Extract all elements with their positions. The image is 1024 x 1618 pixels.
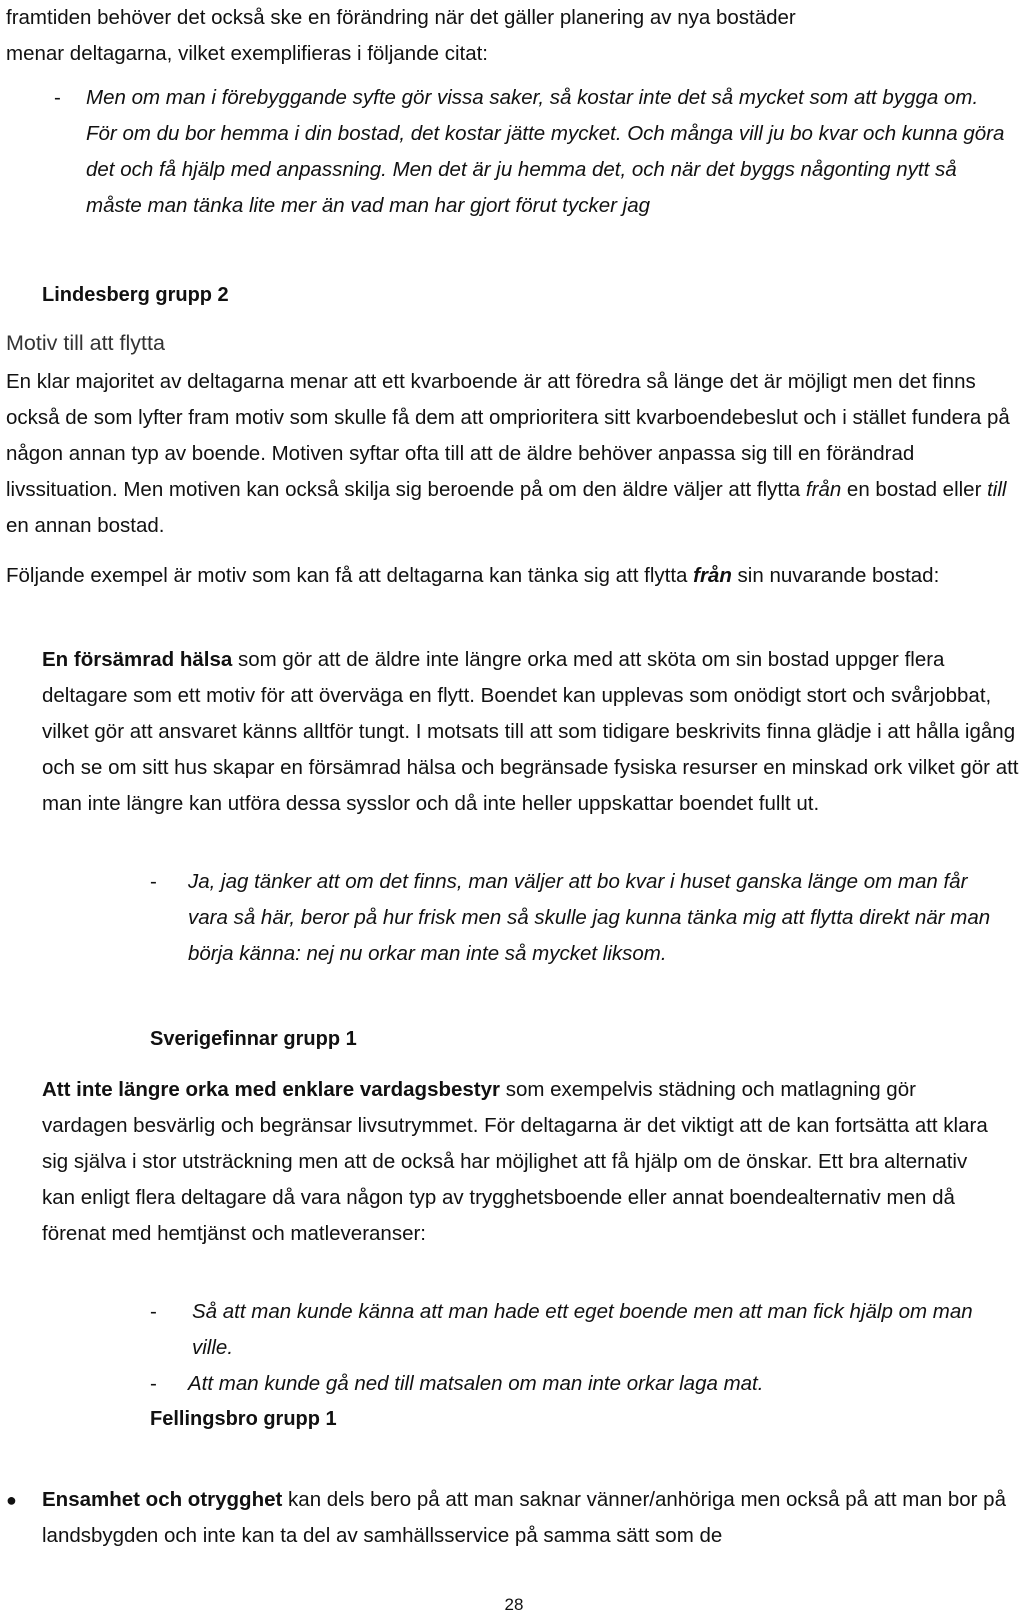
motive-2-title: Att inte längre orka med enklare vardagsbestyr [42,1078,501,1101]
motive-1-quote-text: Ja, jag tänker att om det finns, man väljer att bo kvar i huset ganska länge om man får vara så här, beror på hur frisk men så skulle jag kunna tänka mig att flytta direkt när man börja känna: nej nu orkar man inte så mycket liksom. [188,870,991,965]
para1-text: En klar majoritet av deltagarna menar att ett kvarboende är att föredra så länge det är möjligt men det finns också de som lyfter fram motiv som skulle få dem att omprioritera sitt kvarboendebeslut och i stället fundera på någon annan typ av boende. Motiven syftar ofta till att de äldre behöver anpassa sig till en förändrad livssituation. Men motiven kan också skilja sig beroende på om den äldre väljer att flytta [6,370,1010,501]
motive-1-title: En försämrad hälsa [42,648,233,671]
section-paragraph-2 [6,558,956,594]
para2-text: Följande exempel är motiv som kan få att deltagarna kan tänka sig att flytta [6,564,694,587]
motive-1-source: Sverigefinnar grupp 1 [150,1028,357,1050]
intro-line-2: menar deltagarna, vilket exemplifieras i följande citat: [6,42,488,65]
section-heading: Motiv till att flytta [6,331,165,355]
para1-text-end: en annan bostad. [6,514,165,537]
para1-emphasis-fran: från [805,478,842,501]
motive-2-text: som exempelvis städning och matlagning gör vardagen besvärlig och begränsar livsutrymmet. För deltagarna är det viktigt att de kan fortsätta att klara sig själva i stor utsträckning men att de också har möjlighet att få hjälp om de önskar. Ett bra alternativ kan enligt flera deltagare då vara någon typ av trygghetsboende eller annat boendealternativ men då förenat med hemtjänst och matleveranser: [42,1078,988,1245]
motive-3-text: kan dels bero på att man saknar vänner/anhöriga men också på att man bor på landsbygden och inte kan ta del av samhällsservice på samma sätt som de [42,1488,1006,1547]
quote-dash: - [150,870,157,893]
bullet-dot-icon: ● [6,1490,17,1510]
motive-3-paragraph [42,1482,1020,1554]
para1-text-mid: en bostad eller [841,478,988,501]
para2-emphasis-fran: från [693,564,732,587]
intro-line-1: framtiden behöver det också ske en förändring när det gäller planering av nya bostäder [6,6,796,29]
motive-1-paragraph [42,642,1020,822]
section-paragraph-1 [6,364,1018,544]
motive-2-quote-b-text: Att man kunde gå ned till matsalen om man inte orkar laga mat. [188,1372,764,1395]
quote-1-text: Men om man i förebyggande syfte gör vissa saker, så kostar inte det så mycket som att bygga om. För om du bor hemma i din bostad, det kostar jätte mycket. Och många vill ju bo kvar och kunna göra det och få hjälp med anpassning. Men det är ju hemma det, och när det byggs någonting nytt så måste man tänka lite mer än vad man har gjort förut tycker jag [86,86,1005,217]
quote-1 [54,80,1010,224]
para2-text-end: sin nuvarande bostad: [731,564,940,587]
quote-dash: - [54,86,61,109]
motive-1-quote [150,864,1016,972]
motive-1-text: som gör att de äldre inte längre orka med att sköta om sin bostad uppger flera deltagare som ett motiv för att överväga en flytt. Boendet kan upplevas som onödigt stort och svårjobbat, vilket gör att ansvaret känns alltför tungt. I motsats till att som tidigare beskrivits finna glädje i att hålla igång och se om sitt hus skapar en försämrad hälsa och begränsade fysiska resurser en minskad ork vilket gör att man inte längre kan utföra dessa sysslor och då inte heller uppskattar boendet fullt ut. [42,648,1019,815]
motive-3-title: Ensamhet och otrygghet [42,1488,283,1511]
quote-1-source: Lindesberg grupp 2 [42,284,229,306]
quote-dash: - [150,1300,157,1323]
motive-3-item [6,1482,1020,1554]
intro-text [6,0,1016,72]
page-number: 28 [504,1595,524,1614]
para1-emphasis-till: till [987,478,1007,501]
motive-2-quote-a [150,1294,1010,1366]
motive-2-source: Fellingsbro grupp 1 [150,1408,337,1430]
quote-dash: - [150,1372,157,1395]
motive-2-quote-a-text: Så att man kunde känna att man hade ett eget boende men att man fick hjälp om man ville. [192,1300,973,1359]
motive-2-quote-b [150,1366,1010,1402]
motive-2-paragraph [42,1072,1002,1252]
